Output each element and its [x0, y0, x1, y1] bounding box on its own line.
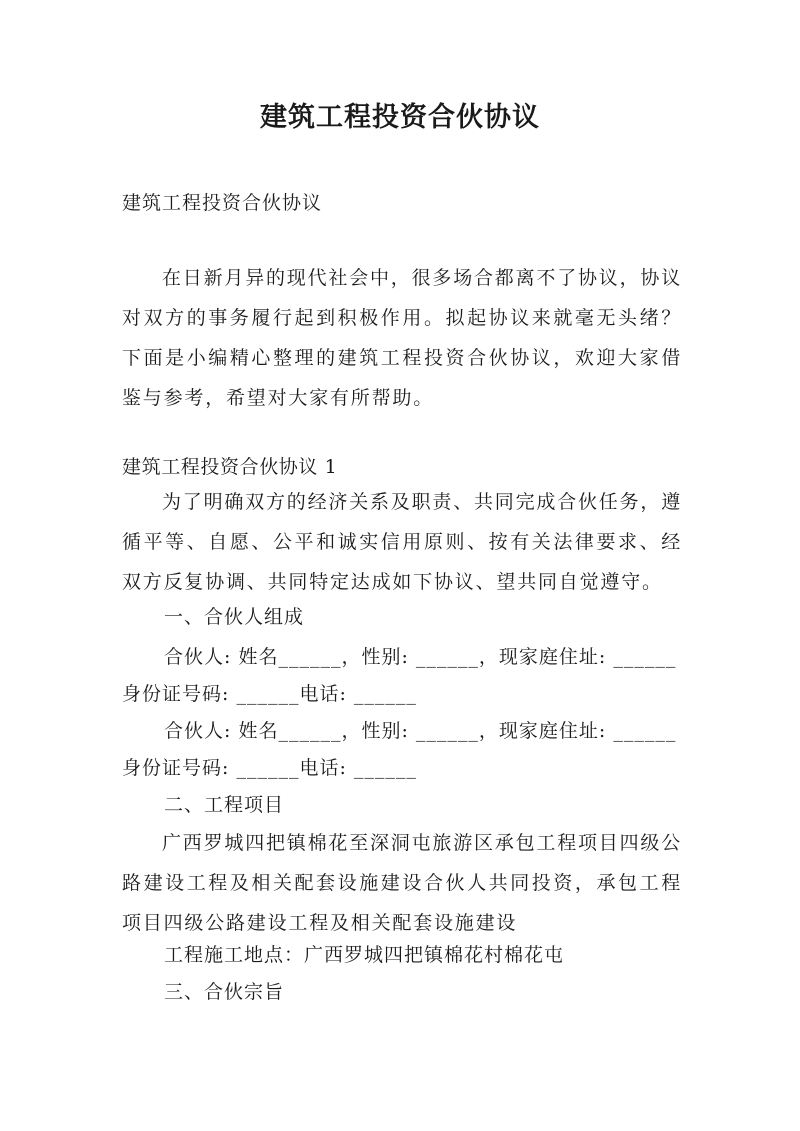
partner-2-id-line: 身份证号码: ______电话: ______ — [122, 757, 417, 779]
item-heading-purpose: 三、合伙宗旨 — [164, 981, 285, 1003]
intro-paragraph: 在日新月异的现代社会中，很多场合都离不了协议，协议对双方的事务履行起到积极作用。拟起协议来就毫无头绪？下面是小编精心整理的建筑工程投资合伙协议，欢迎大家借鉴与参考，希望对大家有所帮助。 — [122, 267, 683, 409]
item-heading-project: 二、工程项目 — [164, 794, 285, 816]
document-subtitle: 建筑工程投资合伙协议 — [122, 192, 323, 214]
document-title: 建筑工程投资合伙协议 — [260, 102, 540, 133]
site-location-line: 工程施工地点：广西罗城四把镇棉花村棉花屯 — [164, 944, 565, 966]
item-heading-partners: 一、合伙人组成 — [164, 606, 305, 628]
section-heading: 建筑工程投资合伙协议 1 — [122, 456, 338, 478]
project-description: 广西罗城四把镇棉花至深洞屯旅游区承包工程项目四级公路建设工程及相关配套设施建设合伙人共同投资，承包工程项目四级公路建设工程及相关配套设施建设 — [122, 832, 683, 934]
partner-1-id-line: 身份证号码: ______电话: ______ — [122, 683, 417, 705]
purpose-paragraph: 为了明确双方的经济关系及职责、共同完成合伙任务，遵循平等、自愿、公平和诚实信用原则、按有关法律要求、经双方反复协调、共同特定达成如下协议、望共同自觉遵守。 — [122, 491, 683, 593]
partner-1-name-line: 合伙人: 姓名______，性别: ______，现家庭住址: ______ — [164, 646, 677, 668]
partner-2-name-line: 合伙人: 姓名______，性别: ______，现家庭住址: ______ — [164, 720, 677, 742]
